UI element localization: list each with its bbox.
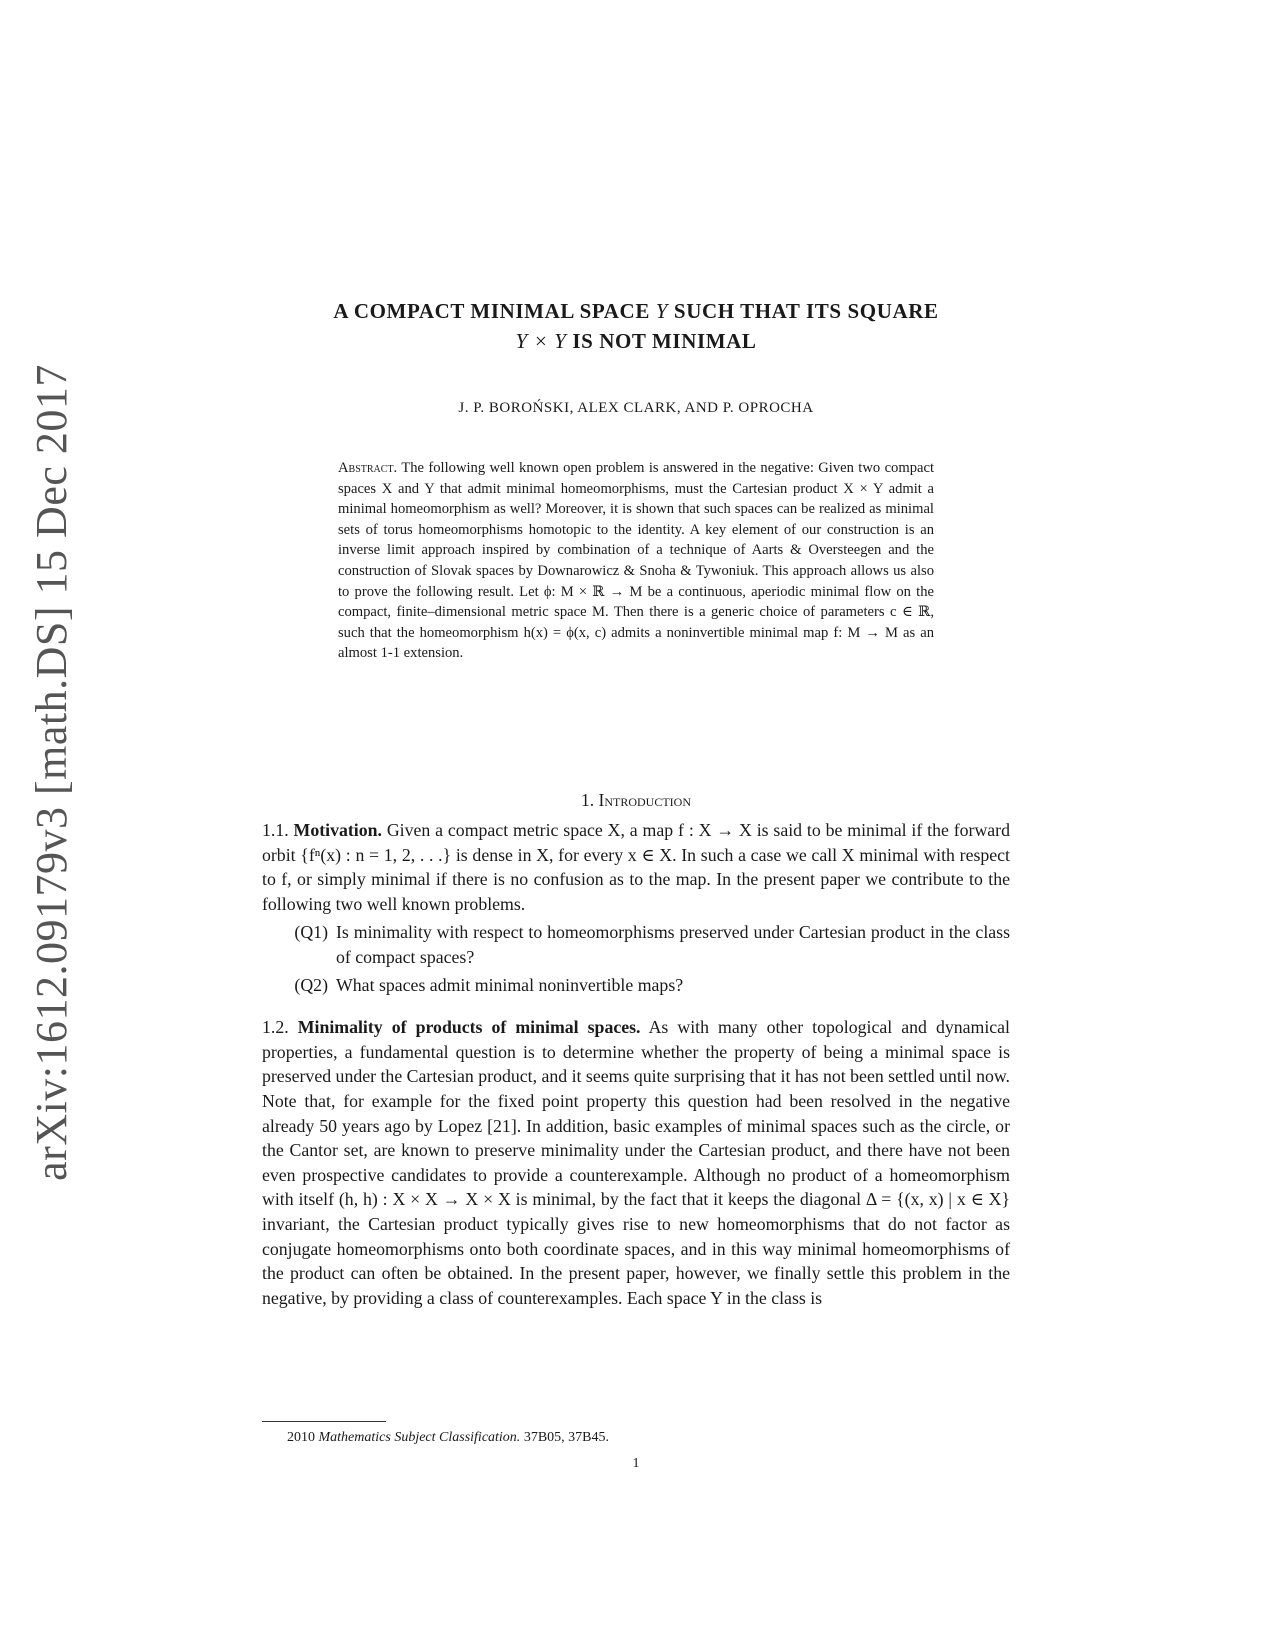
arxiv-id: arXiv:1612.09179v3 [math.DS] 15 Dec 2017 (26, 363, 76, 1181)
abstract (338, 458, 934, 664)
arxiv-stamp (22, 363, 80, 1181)
paragraph: Given a compact metric space X, a map f : X → X is said to be minimal if the forward orbit {fⁿ(x) : n = 1, 2, . . .} is dense in X, for every x ∈ X. In such a case we call X minimal with respect to f, or simply minimal if there is no confusion as to the map. In the present paper we contribute to the following two well known problems. (262, 820, 1010, 914)
abstract-text: The following well known open problem is answered in the negative: Given two compact spaces X and Y that admit minimal homeomorphisms, must the Cartesian product X × Y admit a minimal homeomorphism as well? Moreover, it is shown that such spaces can be realized as minimal sets of torus homeomorphisms homotopic to the identity. A key element of our construction is an inverse limit approach inspired by combination of a technique of Aarts & Oversteegen and the construction of Slovak spaces by Downarowicz & Snoha & Tywoniuk. This approach allows us also to prove the following result. Let ϕ: M × ℝ → M be a continuous, aperiodic minimal flow on the compact, finite–dimensional metric space M. Then there is a generic choice of parameters c ∈ ℝ, such that the homeomorphism h(x) = ϕ(x, c) admits a noninvertible minimal map f: M → M as an almost 1-1 extension. (338, 460, 935, 662)
footnote-divider (262, 1421, 386, 1422)
question-label: (Q1) (294, 922, 328, 943)
subsection-heading: Minimality of products of minimal spaces. (297, 1017, 641, 1038)
subsection-number: 1.1. (262, 820, 289, 840)
authors: J. P. BOROŃSKI, ALEX CLARK, AND P. OPROCHA (458, 400, 814, 416)
subsection-motivation (262, 818, 1010, 916)
question-text: Is minimality with respect to homeomorphisms preserved under Cartesian product in the class of compact spaces? (336, 922, 1010, 967)
abstract-label: Abstract. (338, 460, 398, 476)
question-text: What spaces admit minimal noninvertible maps? (336, 974, 684, 995)
subsection-heading: Motivation. (293, 820, 382, 840)
footnote: 2010 Mathematics Subject Classification. 37B05, 37B45. (287, 1430, 609, 1445)
list-item (262, 973, 1010, 998)
list-item (262, 920, 1010, 969)
title-line-2: Y × Y IS NOT MINIMAL (515, 329, 757, 353)
subsection-minimality (262, 1015, 1010, 1310)
section-heading (262, 790, 1010, 811)
page-number: 1 (632, 1456, 640, 1471)
title-line-1: A COMPACT MINIMAL SPACE Y SUCH THAT ITS SQUARE (333, 299, 939, 323)
question-list (262, 920, 1010, 997)
subsection-number: 1.2. (262, 1017, 289, 1038)
section-number: 1. (581, 790, 595, 810)
paper-title (262, 296, 1010, 356)
body-text (262, 818, 1010, 1310)
question-label: (Q2) (294, 974, 328, 995)
section-title: Introduction (598, 790, 691, 810)
paragraph: As with many other topological and dynamical properties, a fundamental question is to determine whether the property of being a minimal space is preserved under the Cartesian product, and it seems quite surprising that it has not been settled until now. Note that, for example for the fixed point property this question had been resolved in the negative already 50 years ago by Lopez [21]. In addition, basic examples of minimal spaces such as the circle, or the Cantor set, are known to preserve minimality under the Cartesian product, and there have not been even prospective candidates to provide a counterexample. Although no product of a homeomorphism with itself (h, h) : X × X → X × X is minimal, by the fact that it keeps the diagonal Δ = {(x, x) | x ∈ X} invariant, the Cartesian product typically gives rise to new homeomorphisms that do not factor as conjugate homeomorphisms onto both coordinate spaces, and in this way minimal homeomorphisms of the product can often be obtained. In the present paper, however, we finally settle this problem in the negative, by providing a class of counterexamples. Each space Y in the class is (262, 1017, 1010, 1308)
